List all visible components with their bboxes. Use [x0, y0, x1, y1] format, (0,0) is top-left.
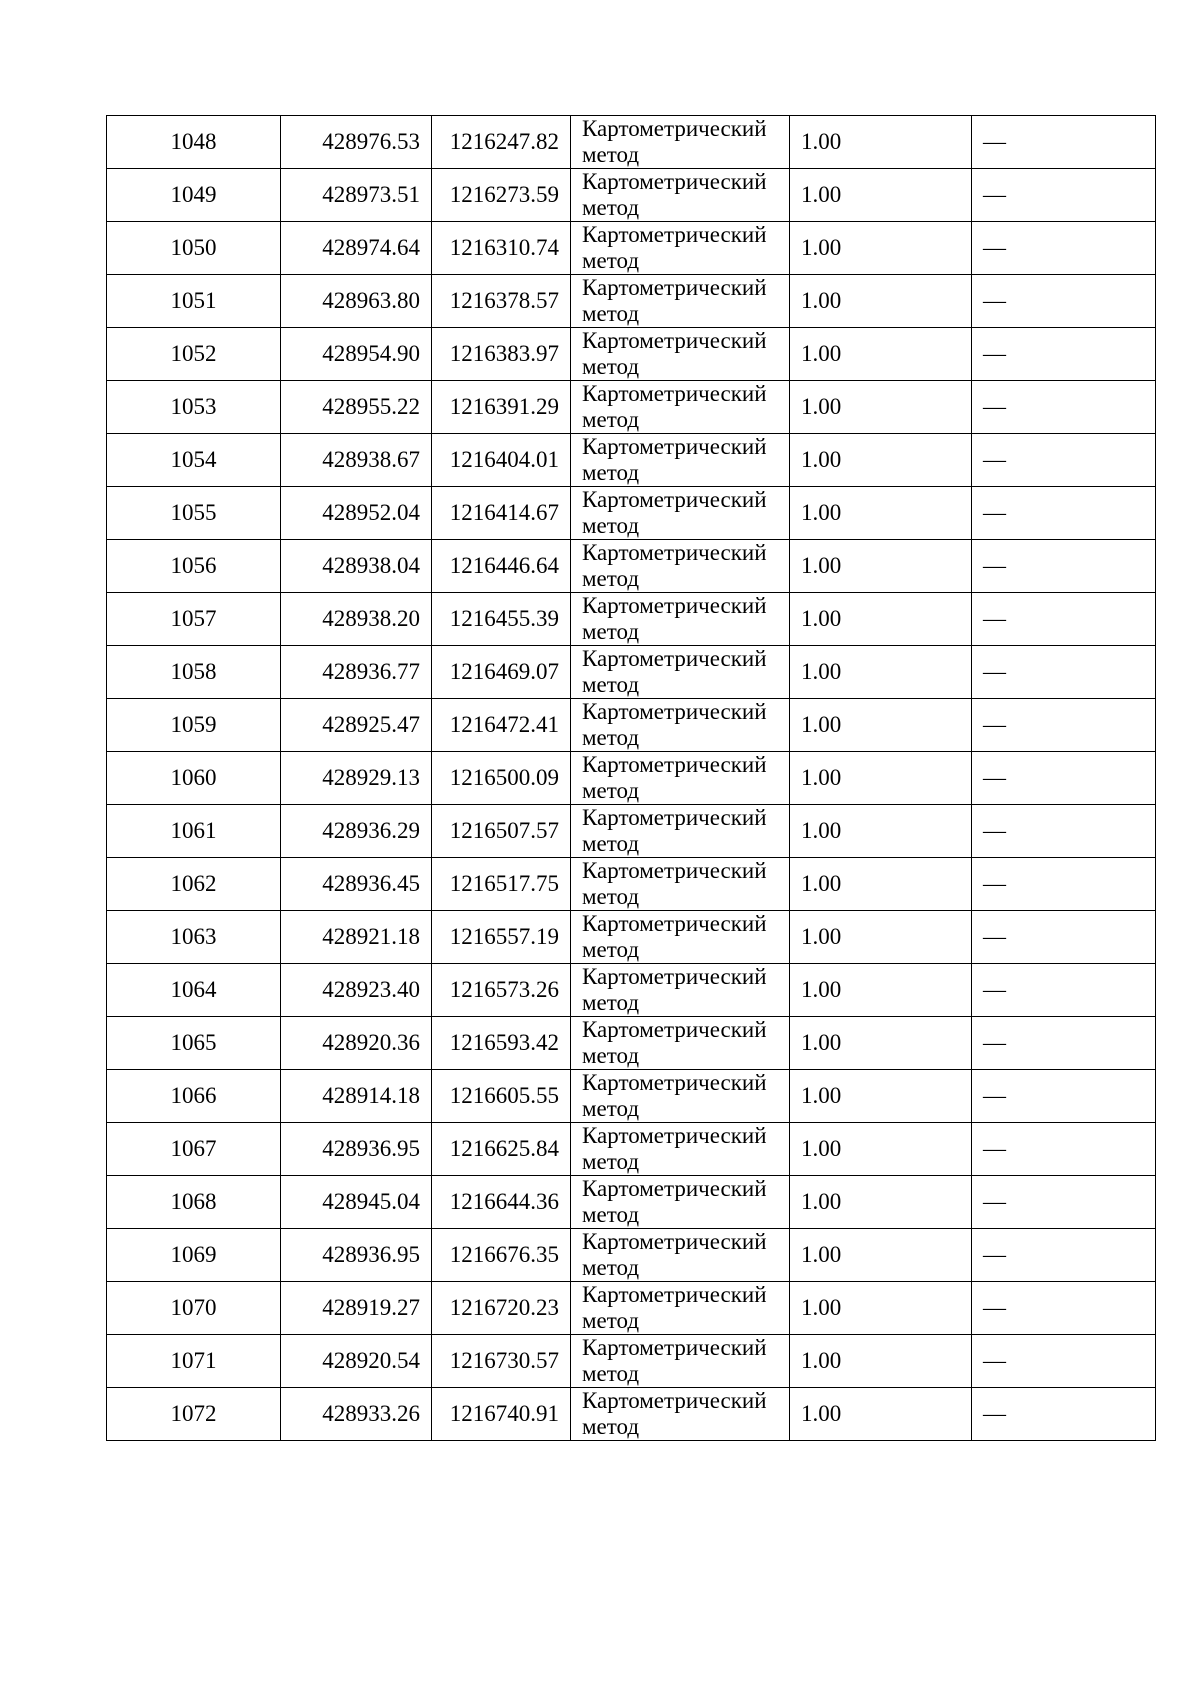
- y-coordinate-cell: 1216500.09: [432, 752, 571, 805]
- x-coordinate-cell: 428955.22: [281, 381, 432, 434]
- x-coordinate-cell: 428921.18: [281, 911, 432, 964]
- accuracy-cell: 1.00: [790, 1388, 972, 1441]
- method-line-2: метод: [582, 1202, 640, 1227]
- description-cell: —: [972, 487, 1156, 540]
- method-line-2: метод: [582, 354, 640, 379]
- y-coordinate-cell: 1216247.82: [432, 116, 571, 169]
- accuracy-cell: 1.00: [790, 222, 972, 275]
- description-cell: —: [972, 1282, 1156, 1335]
- x-coordinate-cell: 428936.95: [281, 1123, 432, 1176]
- description-cell: —: [972, 805, 1156, 858]
- accuracy-cell: 1.00: [790, 381, 972, 434]
- method-line-2: метод: [582, 619, 640, 644]
- accuracy-cell: 1.00: [790, 805, 972, 858]
- description-cell: —: [972, 222, 1156, 275]
- description-cell: —: [972, 434, 1156, 487]
- table-row: [107, 540, 1156, 593]
- method-line-1: Картометрический: [582, 328, 767, 353]
- point-number-cell: 1064: [107, 964, 281, 1017]
- method-line-1: Картометрический: [582, 1017, 767, 1042]
- method-cell: [571, 1123, 790, 1176]
- accuracy-cell: 1.00: [790, 487, 972, 540]
- table-row: [107, 169, 1156, 222]
- method-line-2: метод: [582, 778, 640, 803]
- table-row: [107, 752, 1156, 805]
- description-cell: —: [972, 646, 1156, 699]
- method-line-2: метод: [582, 1043, 640, 1068]
- accuracy-cell: 1.00: [790, 1282, 972, 1335]
- method-line-1: Картометрический: [582, 805, 767, 830]
- method-line-2: метод: [582, 301, 640, 326]
- accuracy-cell: 1.00: [790, 275, 972, 328]
- x-coordinate-cell: 428963.80: [281, 275, 432, 328]
- y-coordinate-cell: 1216273.59: [432, 169, 571, 222]
- method-cell: [571, 169, 790, 222]
- accuracy-cell: 1.00: [790, 911, 972, 964]
- method-line-2: метод: [582, 831, 640, 856]
- method-line-2: метод: [582, 1149, 640, 1174]
- accuracy-cell: 1.00: [790, 1176, 972, 1229]
- y-coordinate-cell: 1216469.07: [432, 646, 571, 699]
- method-line-2: метод: [582, 1255, 640, 1280]
- point-number-cell: 1063: [107, 911, 281, 964]
- table-row: [107, 1017, 1156, 1070]
- table-row: [107, 381, 1156, 434]
- coordinates-table: [106, 115, 1156, 1441]
- accuracy-cell: 1.00: [790, 1229, 972, 1282]
- method-line-1: Картометрический: [582, 593, 767, 618]
- table-row: [107, 275, 1156, 328]
- table-row: [107, 487, 1156, 540]
- point-number-cell: 1060: [107, 752, 281, 805]
- method-cell: [571, 805, 790, 858]
- point-number-cell: 1072: [107, 1388, 281, 1441]
- method-cell: [571, 328, 790, 381]
- method-line-2: метод: [582, 407, 640, 432]
- table-row: [107, 328, 1156, 381]
- point-number-cell: 1067: [107, 1123, 281, 1176]
- description-cell: —: [972, 1123, 1156, 1176]
- description-cell: —: [972, 381, 1156, 434]
- method-line-1: Картометрический: [582, 699, 767, 724]
- accuracy-cell: 1.00: [790, 699, 972, 752]
- method-cell: [571, 911, 790, 964]
- description-cell: —: [972, 593, 1156, 646]
- y-coordinate-cell: 1216517.75: [432, 858, 571, 911]
- method-line-1: Картометрический: [582, 1388, 767, 1413]
- method-cell: [571, 1282, 790, 1335]
- method-cell: [571, 1070, 790, 1123]
- x-coordinate-cell: 428920.36: [281, 1017, 432, 1070]
- method-line-2: метод: [582, 884, 640, 909]
- method-cell: [571, 646, 790, 699]
- description-cell: —: [972, 1229, 1156, 1282]
- x-coordinate-cell: 428929.13: [281, 752, 432, 805]
- table-row: [107, 911, 1156, 964]
- x-coordinate-cell: 428938.04: [281, 540, 432, 593]
- description-cell: —: [972, 1176, 1156, 1229]
- x-coordinate-cell: 428976.53: [281, 116, 432, 169]
- table-row: [107, 1335, 1156, 1388]
- method-line-1: Картометрический: [582, 911, 767, 936]
- y-coordinate-cell: 1216404.01: [432, 434, 571, 487]
- y-coordinate-cell: 1216472.41: [432, 699, 571, 752]
- table-row: [107, 646, 1156, 699]
- table-row: [107, 116, 1156, 169]
- y-coordinate-cell: 1216593.42: [432, 1017, 571, 1070]
- method-cell: [571, 222, 790, 275]
- table-row: [107, 1070, 1156, 1123]
- accuracy-cell: 1.00: [790, 964, 972, 1017]
- table-row: [107, 805, 1156, 858]
- x-coordinate-cell: 428973.51: [281, 169, 432, 222]
- x-coordinate-cell: 428952.04: [281, 487, 432, 540]
- accuracy-cell: 1.00: [790, 434, 972, 487]
- y-coordinate-cell: 1216676.35: [432, 1229, 571, 1282]
- table-row: [107, 593, 1156, 646]
- accuracy-cell: 1.00: [790, 1123, 972, 1176]
- point-number-cell: 1068: [107, 1176, 281, 1229]
- method-line-1: Картометрический: [582, 169, 767, 194]
- y-coordinate-cell: 1216720.23: [432, 1282, 571, 1335]
- description-cell: —: [972, 1335, 1156, 1388]
- description-cell: —: [972, 540, 1156, 593]
- method-line-2: метод: [582, 990, 640, 1015]
- x-coordinate-cell: 428919.27: [281, 1282, 432, 1335]
- point-number-cell: 1050: [107, 222, 281, 275]
- table-row: [107, 699, 1156, 752]
- method-cell: [571, 1229, 790, 1282]
- method-cell: [571, 434, 790, 487]
- method-cell: [571, 1335, 790, 1388]
- x-coordinate-cell: 428945.04: [281, 1176, 432, 1229]
- point-number-cell: 1066: [107, 1070, 281, 1123]
- point-number-cell: 1058: [107, 646, 281, 699]
- method-line-1: Картометрический: [582, 540, 767, 565]
- description-cell: —: [972, 328, 1156, 381]
- description-cell: —: [972, 911, 1156, 964]
- y-coordinate-cell: 1216455.39: [432, 593, 571, 646]
- method-line-2: метод: [582, 195, 640, 220]
- description-cell: —: [972, 275, 1156, 328]
- accuracy-cell: 1.00: [790, 752, 972, 805]
- method-line-1: Картометрический: [582, 1123, 767, 1148]
- table-row: [107, 964, 1156, 1017]
- x-coordinate-cell: 428925.47: [281, 699, 432, 752]
- y-coordinate-cell: 1216378.57: [432, 275, 571, 328]
- method-line-1: Картометрический: [582, 1229, 767, 1254]
- description-cell: —: [972, 116, 1156, 169]
- point-number-cell: 1061: [107, 805, 281, 858]
- point-number-cell: 1057: [107, 593, 281, 646]
- table-row: [107, 1123, 1156, 1176]
- y-coordinate-cell: 1216573.26: [432, 964, 571, 1017]
- y-coordinate-cell: 1216507.57: [432, 805, 571, 858]
- method-line-1: Картометрический: [582, 381, 767, 406]
- accuracy-cell: 1.00: [790, 593, 972, 646]
- method-cell: [571, 858, 790, 911]
- y-coordinate-cell: 1216446.64: [432, 540, 571, 593]
- accuracy-cell: 1.00: [790, 858, 972, 911]
- point-number-cell: 1051: [107, 275, 281, 328]
- description-cell: —: [972, 1070, 1156, 1123]
- y-coordinate-cell: 1216730.57: [432, 1335, 571, 1388]
- table-row: [107, 858, 1156, 911]
- accuracy-cell: 1.00: [790, 1335, 972, 1388]
- x-coordinate-cell: 428923.40: [281, 964, 432, 1017]
- accuracy-cell: 1.00: [790, 169, 972, 222]
- table-row: [107, 1176, 1156, 1229]
- method-line-2: метод: [582, 1414, 640, 1439]
- point-number-cell: 1070: [107, 1282, 281, 1335]
- point-number-cell: 1069: [107, 1229, 281, 1282]
- point-number-cell: 1065: [107, 1017, 281, 1070]
- method-line-1: Картометрический: [582, 434, 767, 459]
- y-coordinate-cell: 1216605.55: [432, 1070, 571, 1123]
- point-number-cell: 1062: [107, 858, 281, 911]
- x-coordinate-cell: 428938.67: [281, 434, 432, 487]
- method-cell: [571, 487, 790, 540]
- description-cell: —: [972, 752, 1156, 805]
- x-coordinate-cell: 428936.95: [281, 1229, 432, 1282]
- description-cell: —: [972, 1388, 1156, 1441]
- method-line-1: Картометрический: [582, 1335, 767, 1360]
- table-row: [107, 434, 1156, 487]
- accuracy-cell: 1.00: [790, 646, 972, 699]
- method-line-1: Картометрический: [582, 646, 767, 671]
- accuracy-cell: 1.00: [790, 1070, 972, 1123]
- method-line-2: метод: [582, 142, 640, 167]
- description-cell: —: [972, 858, 1156, 911]
- method-line-1: Картометрический: [582, 487, 767, 512]
- y-coordinate-cell: 1216391.29: [432, 381, 571, 434]
- point-number-cell: 1055: [107, 487, 281, 540]
- method-cell: [571, 593, 790, 646]
- point-number-cell: 1052: [107, 328, 281, 381]
- point-number-cell: 1048: [107, 116, 281, 169]
- method-cell: [571, 1176, 790, 1229]
- point-number-cell: 1049: [107, 169, 281, 222]
- method-cell: [571, 275, 790, 328]
- method-line-2: метод: [582, 460, 640, 485]
- method-line-2: метод: [582, 1308, 640, 1333]
- method-cell: [571, 752, 790, 805]
- accuracy-cell: 1.00: [790, 328, 972, 381]
- method-line-1: Картометрический: [582, 858, 767, 883]
- method-line-2: метод: [582, 248, 640, 273]
- method-line-1: Картометрический: [582, 116, 767, 141]
- description-cell: —: [972, 964, 1156, 1017]
- point-number-cell: 1056: [107, 540, 281, 593]
- method-cell: [571, 540, 790, 593]
- method-line-1: Картометрический: [582, 964, 767, 989]
- accuracy-cell: 1.00: [790, 540, 972, 593]
- method-cell: [571, 116, 790, 169]
- method-line-1: Картометрический: [582, 1176, 767, 1201]
- method-line-2: метод: [582, 513, 640, 538]
- x-coordinate-cell: 428954.90: [281, 328, 432, 381]
- method-cell: [571, 699, 790, 752]
- point-number-cell: 1054: [107, 434, 281, 487]
- y-coordinate-cell: 1216740.91: [432, 1388, 571, 1441]
- method-line-2: метод: [582, 725, 640, 750]
- method-line-1: Картометрический: [582, 1070, 767, 1095]
- x-coordinate-cell: 428936.29: [281, 805, 432, 858]
- y-coordinate-cell: 1216310.74: [432, 222, 571, 275]
- point-number-cell: 1053: [107, 381, 281, 434]
- x-coordinate-cell: 428933.26: [281, 1388, 432, 1441]
- method-line-2: метод: [582, 1096, 640, 1121]
- description-cell: —: [972, 1017, 1156, 1070]
- description-cell: —: [972, 699, 1156, 752]
- y-coordinate-cell: 1216625.84: [432, 1123, 571, 1176]
- accuracy-cell: 1.00: [790, 116, 972, 169]
- x-coordinate-cell: 428936.45: [281, 858, 432, 911]
- x-coordinate-cell: 428936.77: [281, 646, 432, 699]
- y-coordinate-cell: 1216644.36: [432, 1176, 571, 1229]
- method-line-1: Картометрический: [582, 275, 767, 300]
- table-row: [107, 1229, 1156, 1282]
- x-coordinate-cell: 428914.18: [281, 1070, 432, 1123]
- x-coordinate-cell: 428974.64: [281, 222, 432, 275]
- method-line-1: Картометрический: [582, 1282, 767, 1307]
- method-line-2: метод: [582, 566, 640, 591]
- method-cell: [571, 1017, 790, 1070]
- method-cell: [571, 1388, 790, 1441]
- accuracy-cell: 1.00: [790, 1017, 972, 1070]
- method-line-2: метод: [582, 937, 640, 962]
- table-row: [107, 222, 1156, 275]
- point-number-cell: 1059: [107, 699, 281, 752]
- description-cell: —: [972, 169, 1156, 222]
- x-coordinate-cell: 428938.20: [281, 593, 432, 646]
- table-row: [107, 1388, 1156, 1441]
- method-cell: [571, 381, 790, 434]
- x-coordinate-cell: 428920.54: [281, 1335, 432, 1388]
- method-line-1: Картометрический: [582, 752, 767, 777]
- table-row: [107, 1282, 1156, 1335]
- point-number-cell: 1071: [107, 1335, 281, 1388]
- y-coordinate-cell: 1216557.19: [432, 911, 571, 964]
- method-line-2: метод: [582, 672, 640, 697]
- y-coordinate-cell: 1216383.97: [432, 328, 571, 381]
- method-line-1: Картометрический: [582, 222, 767, 247]
- method-line-2: метод: [582, 1361, 640, 1386]
- method-cell: [571, 964, 790, 1017]
- y-coordinate-cell: 1216414.67: [432, 487, 571, 540]
- table-body: [107, 116, 1156, 1441]
